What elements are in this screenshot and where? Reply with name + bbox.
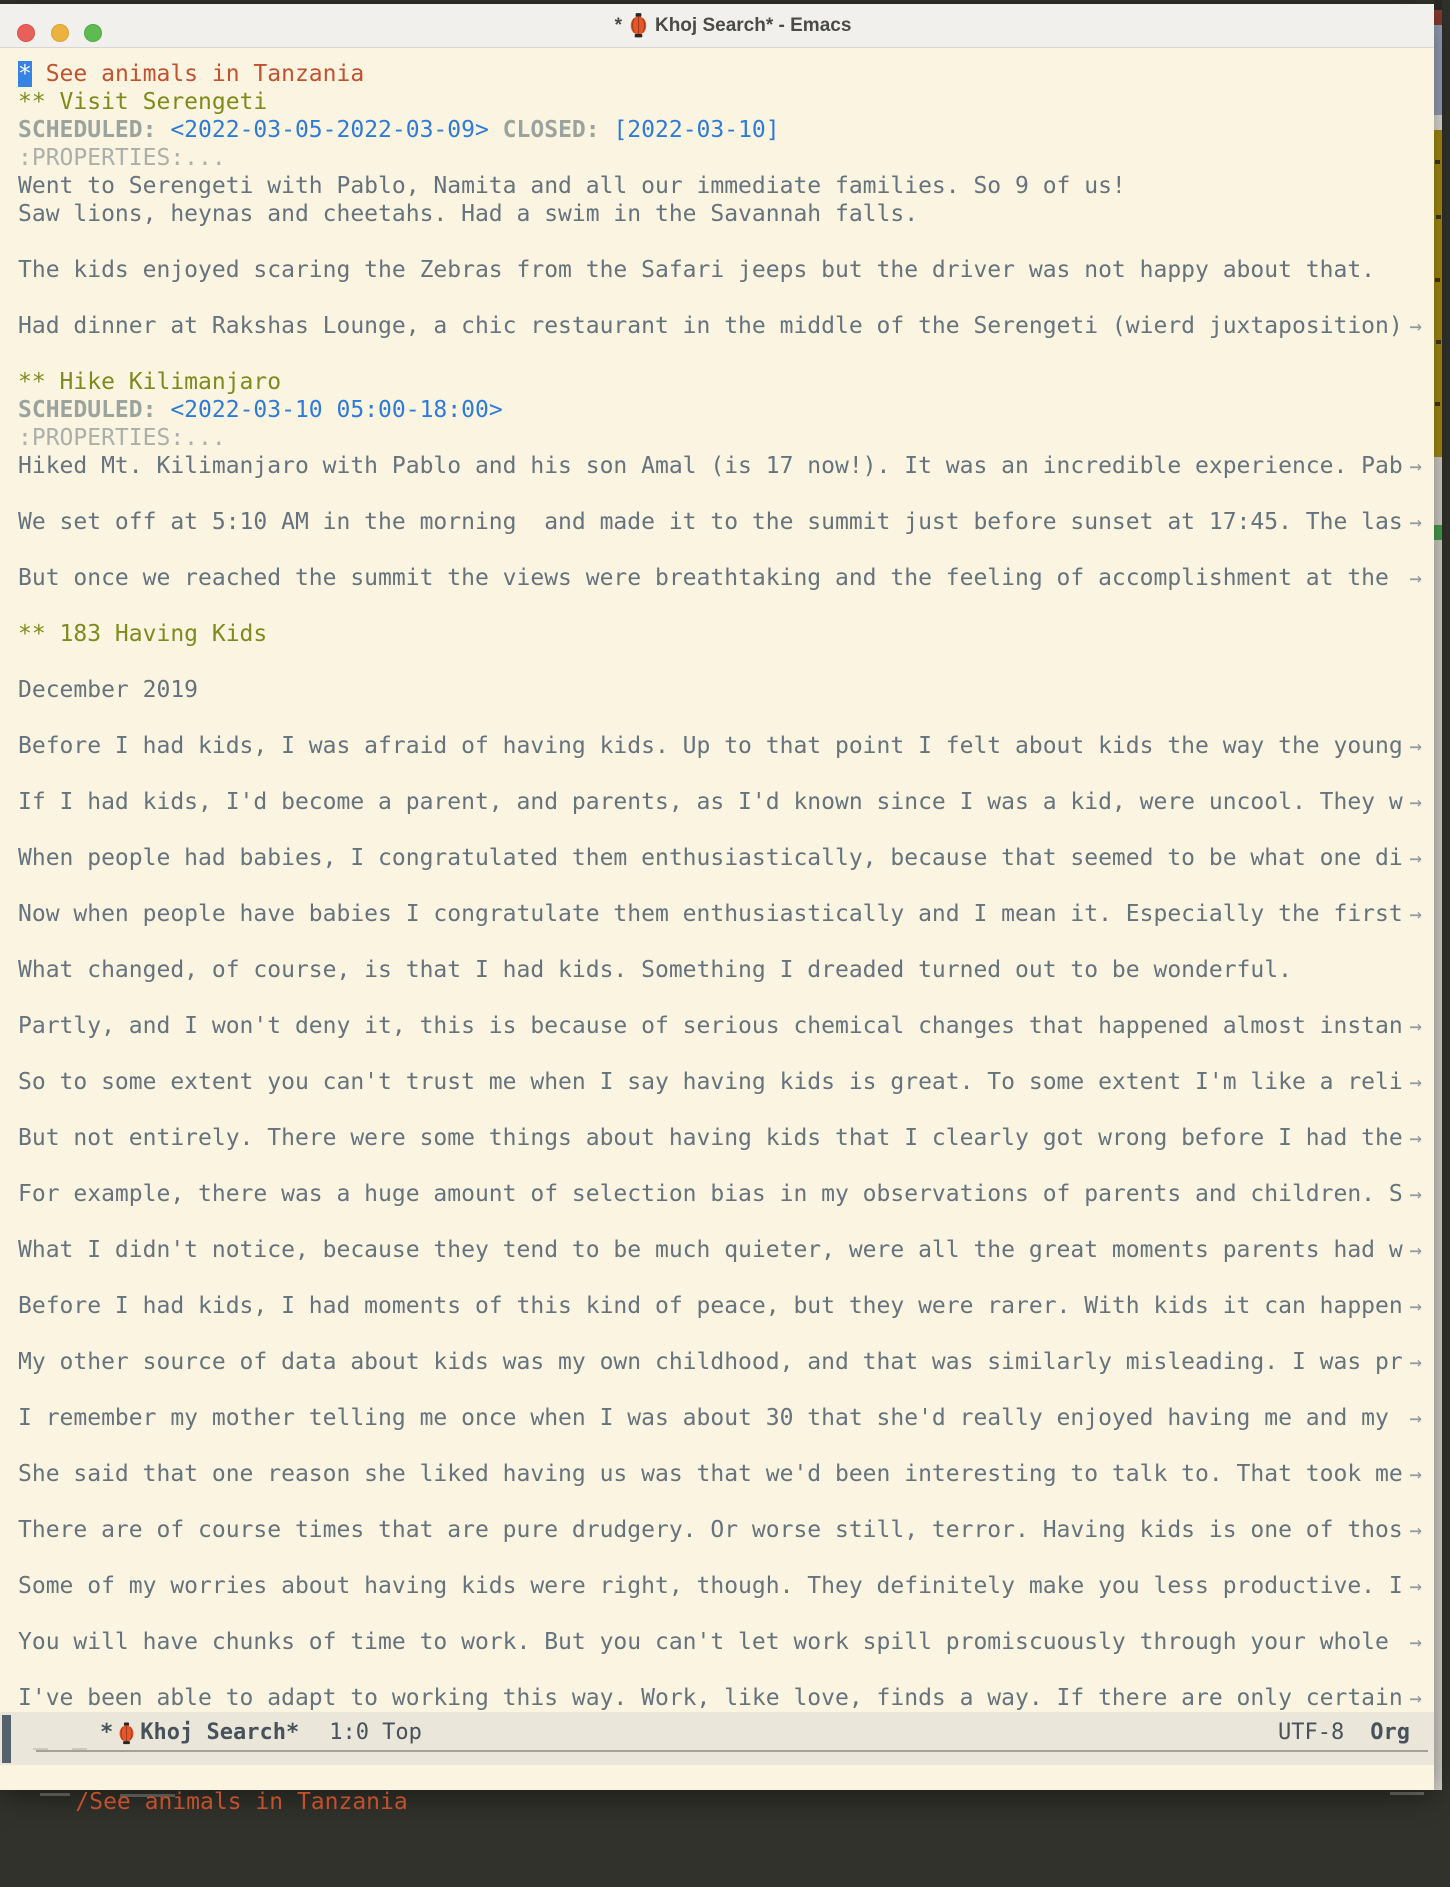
line-segment-body: We set off at 5:10 AM in the morning and made it to the summit just before sunset at 17:45. The las [18, 509, 1403, 535]
line-segment-body: When people had babies, I congratulated them enthusiastically, because that seemed to be what one di [18, 845, 1403, 871]
modeline-dash [72, 1748, 87, 1750]
line-truncation-icon: → [1409, 314, 1422, 338]
line-truncation-icon: → [1409, 510, 1422, 534]
sliver-blue-segment [1434, 25, 1442, 115]
line-segment-h2: ** Visit Serengeti [18, 89, 268, 115]
buffer-line [0, 676, 1434, 704]
line-segment-body: December 2019 [18, 677, 199, 703]
line-segment-body: The kids enjoyed scaring the Zebras from the Safari jeeps but the driver was not happy about that. [18, 257, 1376, 283]
line-truncation-icon: → [1409, 1070, 1422, 1094]
buffer-line [0, 60, 1434, 88]
line-segment-body: But not entirely. There were some things about having kids that I clearly got wrong before I had the [18, 1125, 1403, 1151]
buffer-line [0, 1516, 1434, 1544]
sliver-green-segment [1434, 525, 1442, 540]
buffer-line [0, 144, 1434, 172]
line-segment-body: You will have chunks of time to work. But you can't let work spill promiscuously through your whole [18, 1629, 1403, 1655]
text-cursor: * [18, 61, 32, 87]
buffer-line [0, 368, 1434, 396]
emacs-window [0, 4, 1434, 1815]
buffer-blank-line [0, 928, 1434, 956]
buffer-line [0, 452, 1434, 480]
buffer-line [0, 1124, 1434, 1152]
buffer-line [0, 1180, 1434, 1208]
buffer-blank-line [0, 1264, 1434, 1292]
line-truncation-icon: → [1409, 1518, 1422, 1542]
sliver-gray-track [1434, 540, 1442, 1790]
line-segment-kw: CLOSED: [488, 117, 600, 143]
buffer-blank-line [0, 648, 1434, 676]
buffer-blank-line [0, 1600, 1434, 1628]
buffer-line [0, 1292, 1434, 1320]
buffer-line [0, 116, 1434, 144]
modeline [0, 1712, 1434, 1765]
buffer-line [0, 1460, 1434, 1488]
buffer-blank-line [0, 1432, 1434, 1460]
minibuffer-search-text: /See animals in Tanzania [75, 1789, 408, 1815]
line-segment-prop: :PROPERTIES:... [18, 425, 226, 451]
buffer-blank-line [0, 592, 1434, 620]
buffer-line [0, 1404, 1434, 1432]
line-segment-body: What I didn't notice, because they tend to be much quieter, were all the great moments parents had w [18, 1237, 1403, 1263]
modeline-buffer-name: * Khoj Search* [100, 1720, 300, 1745]
modeline-encoding: UTF-8 [1278, 1720, 1345, 1745]
buffer-line [0, 1572, 1434, 1600]
buffer-blank-line [0, 1544, 1434, 1572]
line-truncation-icon: → [1409, 1238, 1422, 1262]
buffer-blank-line [0, 284, 1434, 312]
line-segment-body: Had dinner at Rakshas Lounge, a chic restaurant in the middle of the Serengeti (wierd juxtaposition) [18, 313, 1403, 339]
buffer-line [0, 256, 1434, 284]
line-segment-body: What changed, of course, is that I had kids. Something I dreaded turned out to be wonderful. [18, 957, 1292, 983]
buffer-line [0, 844, 1434, 872]
line-truncation-icon: → [1409, 1574, 1422, 1598]
buffer-blank-line [0, 872, 1434, 900]
line-segment-h2: ** 183 Having Kids [18, 621, 268, 647]
line-truncation-icon: → [1409, 902, 1422, 926]
buffer-blank-line [0, 1656, 1434, 1684]
org-buffer[interactable] [0, 48, 1434, 1712]
window-title-text: Khoj Search* - Emacs [654, 14, 852, 36]
line-segment-body: Before I had kids, I had moments of this kind of peace, but they were rarer. With kids it can happen [18, 1293, 1403, 1319]
buffer-line [0, 312, 1434, 340]
sliver-light-gap [1434, 115, 1442, 130]
buffer-line [0, 1628, 1434, 1656]
line-segment-body: There are of course times that are pure drudgery. Or worse still, terror. Having kids is one of thos [18, 1517, 1403, 1543]
buffer-line [0, 956, 1434, 984]
line-segment-body: Hiked Mt. Kilimanjaro with Pablo and his son Amal (is 17 now!). It was an incredible experience. Pab [18, 453, 1403, 479]
titlebar[interactable] [0, 4, 1434, 48]
buffer-blank-line [0, 536, 1434, 564]
line-segment-body: Before I had kids, I was afraid of having kids. Up to that point I felt about kids the way the young [18, 733, 1403, 759]
line-segment-h1: See animals in Tanzania [31, 61, 365, 87]
modeline-major-mode[interactable]: Org [1370, 1720, 1410, 1745]
line-segment-h2: ** Hike Kilimanjaro [18, 369, 282, 395]
buffer-blank-line [0, 984, 1434, 1012]
line-segment-body: Went to Serengeti with Pablo, Namita and all our immediate families. So 9 of us! [18, 173, 1126, 199]
buffer-blank-line [0, 1488, 1434, 1516]
line-segment-body: My other source of data about kids was my own childhood, and that was similarly misleading. I was pr [18, 1349, 1403, 1375]
buffer-line [0, 788, 1434, 816]
line-truncation-icon: → [1409, 734, 1422, 758]
window-title-prefix: * [614, 14, 622, 36]
line-segment-body: I've been able to adapt to working this way. Work, like love, finds a way. If there are only certain [18, 1685, 1403, 1711]
line-truncation-icon: → [1409, 1630, 1422, 1654]
line-segment-body: If I had kids, I'd become a parent, and parents, as I'd known since I was a kid, were uncool. They w [18, 789, 1403, 815]
line-truncation-icon: → [1409, 1462, 1422, 1486]
buffer-line [0, 172, 1434, 200]
line-truncation-icon: → [1409, 566, 1422, 590]
khoj-lantern-icon [629, 13, 648, 38]
line-segment-date: <2022-03-10 05:00-18:00> [156, 397, 503, 423]
buffer-blank-line [0, 340, 1434, 368]
line-segment-body: Partly, and I won't deny it, this is because of serious chemical changes that happened almost instan [18, 1013, 1403, 1039]
khoj-lantern-icon [118, 1722, 135, 1745]
buffer-blank-line [0, 1320, 1434, 1348]
buffer-blank-line [0, 1040, 1434, 1068]
buffer-blank-line [0, 816, 1434, 844]
buffer-lines [0, 60, 1434, 1712]
buffer-blank-line [0, 480, 1434, 508]
line-segment-kw: SCHEDULED: [18, 117, 157, 143]
line-truncation-icon: → [1409, 1294, 1422, 1318]
line-truncation-icon: → [1409, 454, 1422, 478]
line-segment-date: [2022-03-10] [599, 117, 780, 143]
line-segment-body: She said that one reason she liked having us was that we'd been interesting to talk to. That took me [18, 1461, 1403, 1487]
buffer-line [0, 620, 1434, 648]
modeline-dash [33, 1748, 48, 1750]
line-segment-body: I remember my mother telling me once when I was about 30 that she'd really enjoyed having me and my [18, 1405, 1403, 1431]
line-truncation-icon: → [1409, 1406, 1422, 1430]
buffer-line [0, 1236, 1434, 1264]
buffer-blank-line [0, 1208, 1434, 1236]
line-truncation-icon: → [1409, 1686, 1422, 1710]
line-segment-body: Some of my worries about having kids were right, though. They definitely make you less productive. I [18, 1573, 1403, 1599]
line-segment-body: But once we reached the summit the views were breathtaking and the feeling of accomplishment at the [18, 565, 1403, 591]
buffer-line [0, 1348, 1434, 1376]
buffer-line [0, 564, 1434, 592]
buffer-line [0, 1012, 1434, 1040]
modeline-position: 1:0 Top [329, 1720, 422, 1745]
buffer-blank-line [0, 1096, 1434, 1124]
line-truncation-icon: → [1409, 1014, 1422, 1038]
buffer-line [0, 88, 1434, 116]
buffer-blank-line [0, 704, 1434, 732]
buffer-blank-line [0, 1376, 1434, 1404]
buffer-line [0, 508, 1434, 536]
buffer-line [0, 1068, 1434, 1096]
line-segment-prop: :PROPERTIES:... [18, 145, 226, 171]
line-truncation-icon: → [1409, 1182, 1422, 1206]
buffer-blank-line [0, 760, 1434, 788]
line-segment-body: Saw lions, heynas and cheetahs. Had a swim in the Savannah falls. [18, 201, 919, 227]
line-truncation-icon: → [1409, 846, 1422, 870]
line-segment-kw: SCHEDULED: [18, 397, 157, 423]
window-title [16, 13, 1450, 38]
line-segment-body: Now when people have babies I congratulate them enthusiastically and I mean it. Especially the first [18, 901, 1403, 927]
sliver-olive-segment [1434, 130, 1442, 457]
buffer-line [0, 396, 1434, 424]
buffer-blank-line [0, 228, 1434, 256]
line-truncation-icon: → [1409, 790, 1422, 814]
sliver-dark-top [1434, 0, 1442, 10]
buffer-line [0, 900, 1434, 928]
buffer-line [0, 732, 1434, 760]
line-segment-date: <2022-03-05-2022-03-09> [156, 117, 489, 143]
line-truncation-icon: → [1409, 1126, 1422, 1150]
line-segment-body: For example, there was a huge amount of selection bias in my observations of parents and children. S [18, 1181, 1403, 1207]
line-segment-body: So to some extent you can't trust me when I say having kids is great. To some extent I'm like a reli [18, 1069, 1403, 1095]
buffer-line [0, 200, 1434, 228]
line-truncation-icon: → [1409, 1350, 1422, 1374]
buffer-blank-line [0, 1152, 1434, 1180]
buffer-line [0, 424, 1434, 452]
modeline-right [1172, 1688, 1410, 1778]
